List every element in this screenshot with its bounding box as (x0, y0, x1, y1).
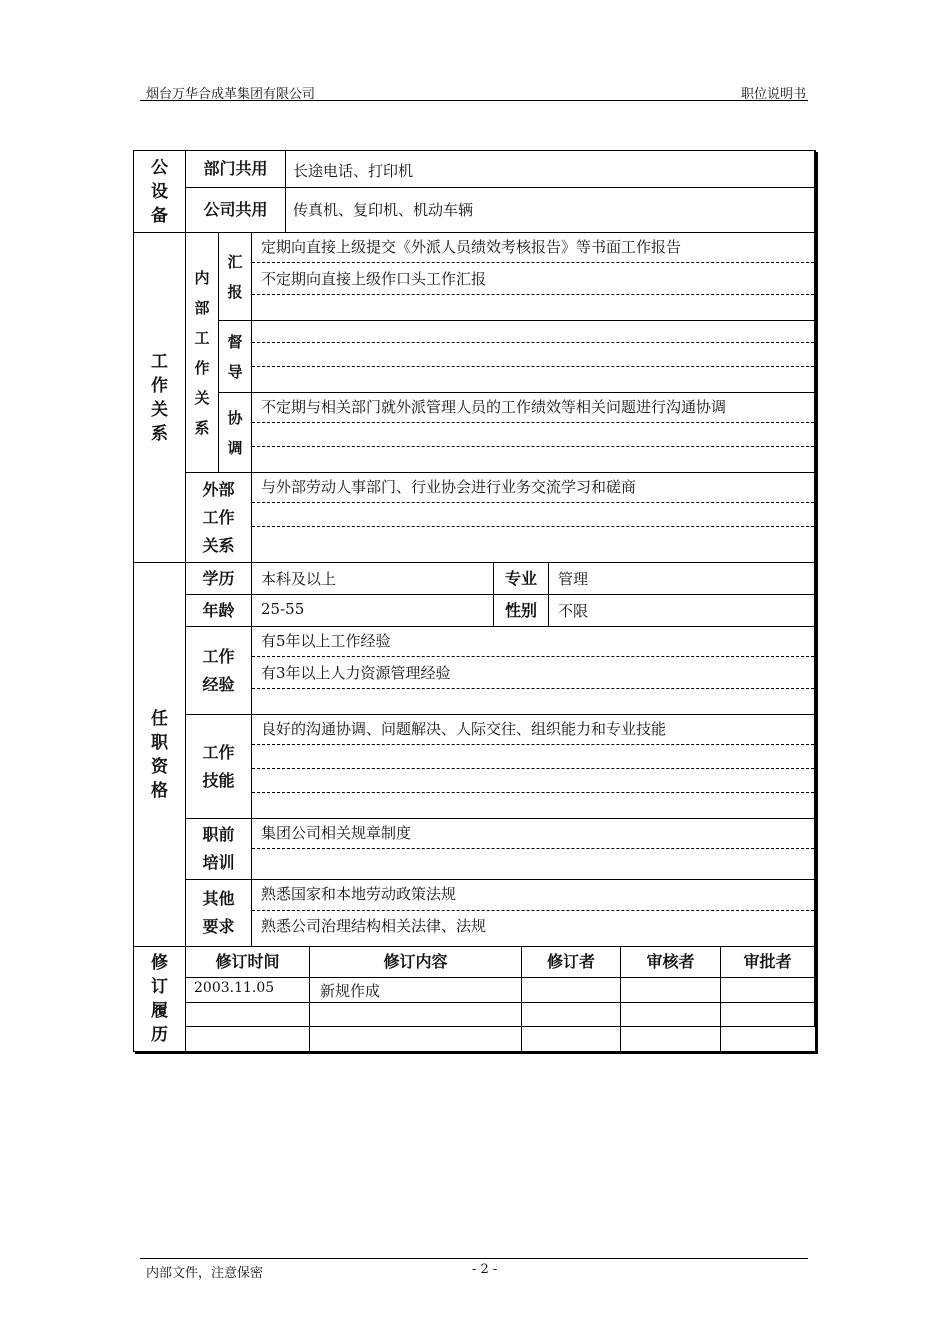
revision-approver-cell (721, 1027, 815, 1051)
major-label: 专业 (494, 563, 549, 595)
supervise-label (219, 321, 252, 393)
revision-header-reviser: 修订者 (522, 947, 621, 978)
table-row (186, 978, 310, 1003)
other-line-2: 熟悉公司治理结构相关法律、法规 (261, 917, 487, 935)
revision-reviewer-cell (621, 1027, 721, 1051)
skills-label (186, 715, 252, 819)
revision-header-content: 修订内容 (310, 947, 522, 978)
external-cell (252, 473, 815, 563)
revision-content-cell (310, 1027, 522, 1051)
vertical-label-char: 关 (194, 388, 210, 407)
education-label: 学历 (186, 563, 252, 595)
vertical-label-char: 修 (151, 953, 168, 973)
relations-section-label (134, 233, 186, 563)
supervise-cell (252, 321, 815, 393)
report-cell (252, 233, 815, 321)
equipment-section-label (134, 151, 186, 233)
experience-label (186, 627, 252, 715)
external-line-1: 与外部劳动人事部门、行业协会进行业务交流学习和磋商 (261, 478, 637, 496)
experience-cell (252, 627, 815, 715)
table-row (186, 1027, 310, 1051)
company-shared-value: 传真机、复印机、机动车辆 (293, 201, 474, 219)
coordinate-cell (252, 393, 815, 473)
vertical-label-char: 关 (151, 399, 168, 420)
revision-content-cell (310, 1003, 522, 1027)
company-shared-cell (286, 188, 815, 233)
vertical-label-char: 备 (151, 205, 168, 226)
report-label (219, 233, 252, 321)
skills-line-1: 良好的沟通协调、问题解决、人际交往、组织能力和专业技能 (261, 720, 667, 738)
vertical-label-char: 设 (151, 181, 168, 202)
vertical-label-char: 汇 (227, 252, 243, 271)
training-label (186, 819, 252, 880)
external-relations-text: 外部工作关系 (202, 479, 235, 555)
vertical-label-char: 督 (227, 332, 243, 351)
experience-line-1: 有5年以上工作经验 (261, 632, 391, 650)
footer-confidential: 内部文件，注意保密 (146, 1266, 264, 1281)
vertical-label-char: 系 (151, 423, 168, 444)
qualifications-section-label (134, 563, 186, 947)
vertical-label-char: 履 (151, 1001, 168, 1021)
dept-shared-label: 部门共用 (186, 151, 286, 188)
revision-header-date: 修订时间 (186, 947, 310, 978)
revision-header-approver: 审批者 (721, 947, 815, 978)
gender-cell (549, 595, 815, 627)
revision-header-reviewer: 审核者 (621, 947, 721, 978)
vertical-label-char: 作 (151, 375, 168, 396)
training-cell (252, 819, 815, 880)
other-line-1: 熟悉国家和本地劳动政策法规 (261, 885, 457, 903)
other-cell (252, 880, 815, 947)
report-line-1: 定期向直接上级提交《外派人员绩效考核报告》等书面工作报告 (261, 238, 682, 256)
vertical-label-char: 内 (194, 268, 210, 287)
header-rule (140, 100, 808, 101)
vertical-label-char: 资 (151, 756, 168, 777)
revision-section-label (134, 947, 186, 1051)
major-cell (549, 563, 815, 595)
vertical-label-char: 部 (194, 298, 210, 317)
company-shared-label: 公司共用 (186, 188, 286, 233)
revision-table (186, 947, 815, 1051)
revision-approver-cell (721, 978, 815, 1003)
revision-date: 2003.11.05 (194, 980, 275, 996)
vertical-label-char: 协 (227, 408, 243, 427)
vertical-label-char: 订 (151, 977, 168, 997)
training-label-text: 职前培训 (202, 825, 235, 872)
skills-cell (252, 715, 815, 819)
education-value: 本科及以上 (261, 570, 337, 588)
experience-line-2: 有3年以上人力资源管理经验 (261, 664, 451, 682)
coordinate-label (219, 393, 252, 473)
vertical-label-char: 职 (151, 732, 168, 753)
vertical-label-char: 工 (194, 328, 210, 347)
vertical-label-char: 工 (151, 351, 168, 372)
coordinate-line-1: 不定期与相关部门就外派管理人员的工作绩效等相关问题进行沟通协调 (261, 398, 727, 416)
vertical-label-char: 导 (227, 362, 243, 381)
revision-reviser-cell (522, 1003, 621, 1027)
major-value: 管理 (558, 570, 589, 588)
vertical-label-char: 公 (151, 157, 168, 178)
other-label-text: 其他要求 (202, 889, 235, 936)
vertical-label-char: 历 (151, 1025, 168, 1045)
age-label: 年龄 (186, 595, 252, 627)
vertical-label-char: 报 (227, 282, 243, 301)
revision-reviewer-cell (621, 1003, 721, 1027)
revision-content-cell (310, 978, 522, 1003)
vertical-label-char: 系 (194, 418, 210, 437)
job-description-form (133, 150, 816, 1052)
age-cell (252, 595, 494, 627)
revision-content: 新规作成 (320, 982, 381, 1000)
training-line-1: 集团公司相关规章制度 (261, 824, 412, 842)
header-doc-title: 职位说明书 (740, 87, 806, 102)
footer-rule (140, 1258, 808, 1259)
external-relations-label (186, 473, 252, 563)
report-line-2: 不定期向直接上级作口头工作汇报 (261, 270, 487, 288)
gender-label: 性别 (494, 595, 549, 627)
age-value: 25-55 (261, 600, 305, 618)
revision-reviser-cell (522, 1027, 621, 1051)
internal-relations-label (186, 233, 219, 473)
page-number: - 2 - (472, 1262, 498, 1277)
vertical-label-char: 作 (194, 358, 210, 377)
experience-label-text: 工作经验 (202, 646, 235, 694)
gender-value: 不限 (558, 602, 589, 620)
table-row (186, 1003, 310, 1027)
vertical-label-char: 调 (227, 438, 243, 457)
header-company: 烟台万华合成革集团有限公司 (146, 87, 316, 102)
dept-shared-value: 长途电话、打印机 (293, 162, 414, 180)
skills-label-text: 工作技能 (202, 742, 235, 790)
other-label (186, 880, 252, 947)
revision-reviser-cell (522, 978, 621, 1003)
revision-reviewer-cell (621, 978, 721, 1003)
dept-shared-cell (286, 151, 815, 188)
revision-approver-cell (721, 1003, 815, 1027)
vertical-label-char: 格 (151, 780, 168, 801)
education-cell (252, 563, 494, 595)
vertical-label-char: 任 (151, 708, 168, 729)
